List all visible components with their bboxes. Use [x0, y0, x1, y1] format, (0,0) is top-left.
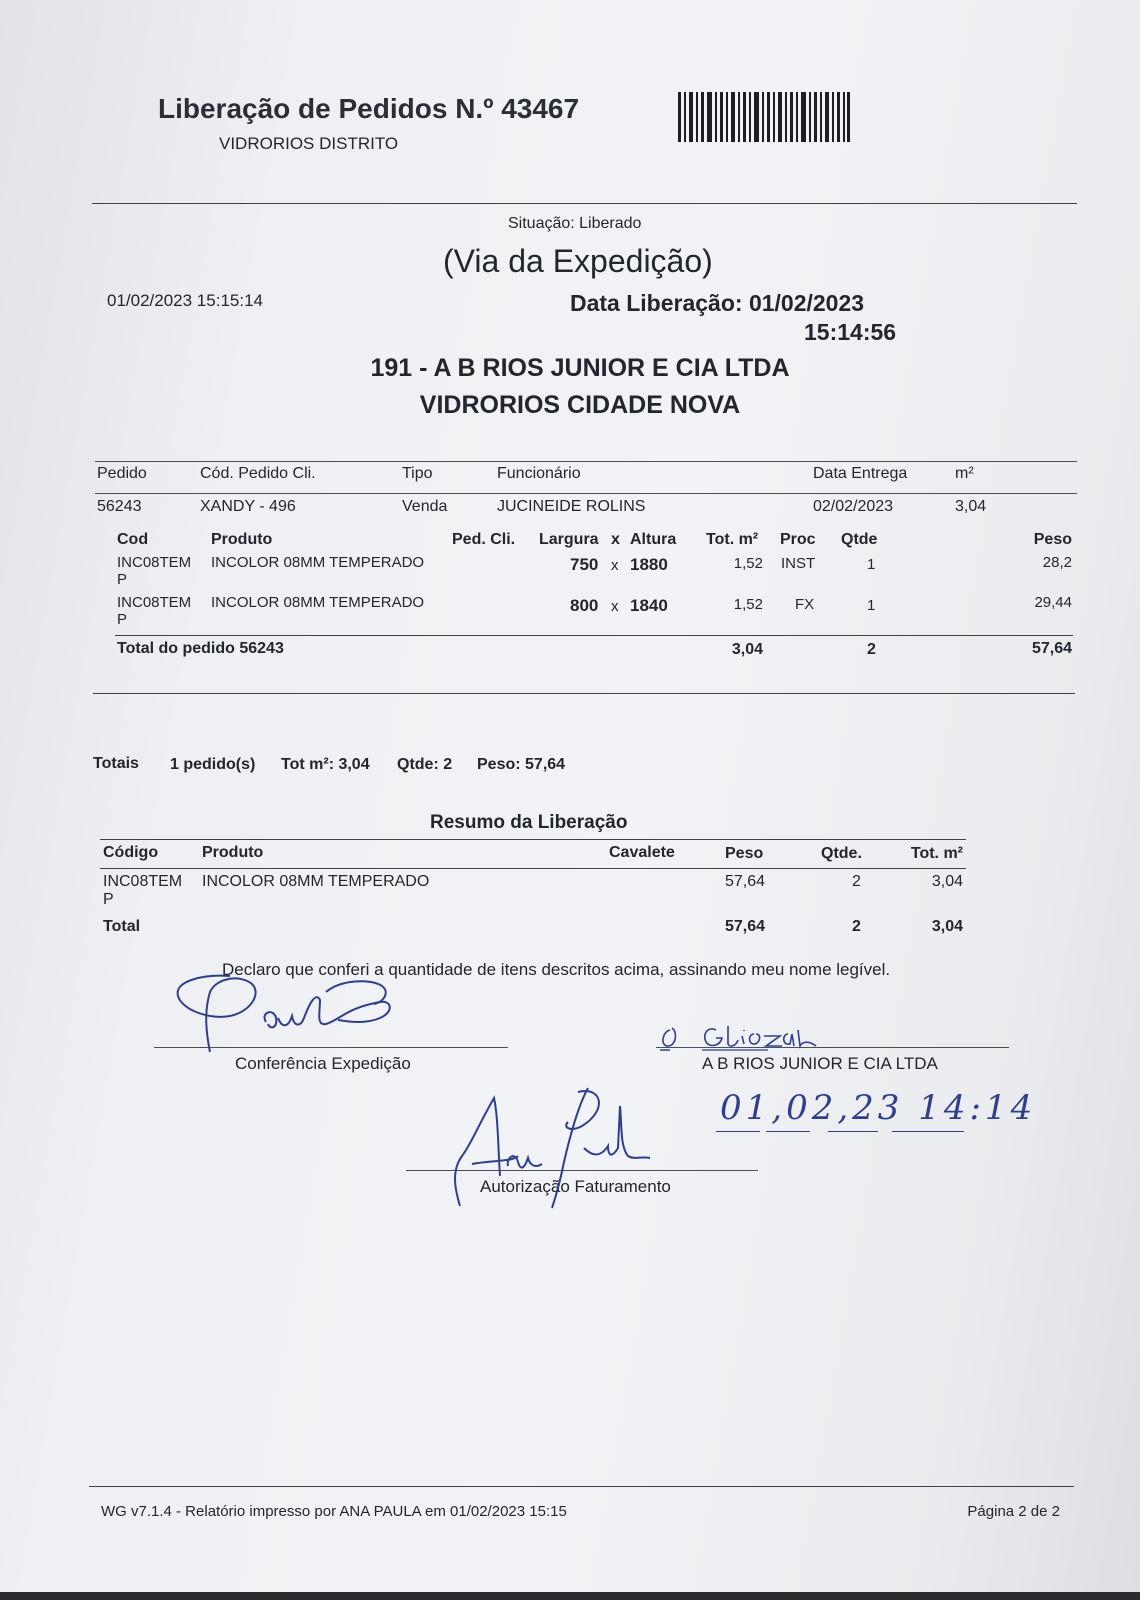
- resumo-total-tot-m2: 3,04: [931, 918, 963, 935]
- resumo-header-codigo: Código: [103, 844, 159, 861]
- item-header-qtde: Qtde: [841, 531, 878, 548]
- printed-timestamp: 01/02/2023 15:15:14: [107, 291, 263, 310]
- signature-label-client: A B RIOS JUNIOR E CIA LTDA: [702, 1054, 938, 1073]
- resumo-produto: INCOLOR 08MM TEMPERADO: [202, 873, 430, 890]
- item-largura: 800: [570, 596, 599, 615]
- footer-printed-by: WG v7.1.4 - Relatório impresso por ANA PAULA em 01/02/2023 15:15: [101, 1503, 567, 1520]
- order-total-qtde: 2: [867, 641, 876, 658]
- resumo-header-qtde: Qtde.: [821, 845, 862, 862]
- resumo-peso: 57,64: [724, 873, 765, 890]
- date-underline-2: [766, 1131, 810, 1132]
- col-header-tipo: Tipo: [402, 465, 433, 482]
- order-data-entrega: 02/02/2023: [813, 498, 894, 515]
- item-peso: 28,2: [1042, 554, 1072, 571]
- order-total-peso: 57,64: [1031, 640, 1072, 657]
- resumo-codigo: INC08TEM: [103, 873, 183, 890]
- item-altura: 1840: [630, 596, 668, 615]
- item-largura: 750: [570, 555, 599, 574]
- client-branch: VIDRORIOS CIDADE NOVA: [419, 391, 741, 419]
- item-header-peso: Peso: [1033, 531, 1072, 548]
- resumo-total-peso: 57,64: [724, 918, 765, 935]
- order-tipo: Venda: [402, 498, 448, 515]
- declaration-text: Declaro que conferi a quantidade de itens descritos acima, assinando meu nome legível.: [222, 960, 891, 979]
- item-tot-m2: 1,52: [733, 555, 763, 572]
- item-header-altura: Altura: [630, 531, 677, 548]
- col-header-funcionario: Funcionário: [497, 465, 581, 482]
- item-cod: INC08TEM: [117, 554, 192, 571]
- item-produto: INCOLOR 08MM TEMPERADO: [211, 594, 425, 611]
- resumo-title: Resumo da Liberação: [430, 812, 628, 833]
- item-altura: 1880: [630, 555, 668, 574]
- totals-label: Totais: [93, 755, 139, 772]
- release-time: 15:14:56: [804, 319, 897, 345]
- status-text: Situação: Liberado: [508, 215, 642, 232]
- item-x: x: [611, 598, 619, 615]
- order-header-rule: [95, 493, 1077, 494]
- page-number: Página 2 de 2: [967, 1503, 1060, 1520]
- order-m2: 3,04: [955, 498, 987, 515]
- item-header-produto: Produto: [211, 531, 273, 548]
- item-qtde: 1: [867, 556, 876, 573]
- item-proc: INST: [781, 555, 816, 572]
- signature-ana-paula: [452, 1086, 662, 1216]
- item-cod: INC08TEM: [117, 594, 192, 611]
- resumo-top-rule: [100, 839, 966, 840]
- col-header-cod-pedido-cli: Cód. Pedido Cli.: [200, 465, 316, 482]
- date-underline-1: [716, 1131, 760, 1132]
- item-cod-cont: P: [117, 611, 128, 628]
- resumo-tot-m2: 3,04: [931, 873, 963, 890]
- totals-qtde: Qtde: 2: [397, 756, 453, 773]
- order-section-end-rule: [93, 693, 1075, 694]
- company-name: VIDRORIOS DISTRITO: [219, 134, 399, 153]
- order-total-label: Total do pedido 56243: [117, 640, 284, 657]
- resumo-header-produto: Produto: [202, 844, 264, 861]
- via-label: (Via da Expedição): [443, 243, 713, 279]
- header-divider: [92, 203, 1077, 204]
- order-cod-cli: XANDY - 496: [200, 498, 296, 515]
- resumo-header-tot-m2: Tot. m²: [910, 845, 963, 862]
- order-funcionario: JUCINEIDE ROLINS: [497, 498, 646, 515]
- release-date: Data Liberação: 01/02/2023: [570, 290, 865, 316]
- totals-pedidos: 1 pedido(s): [170, 756, 256, 773]
- col-header-m2: m²: [955, 465, 974, 482]
- totals-peso: Peso: 57,64: [477, 756, 566, 773]
- col-header-data-entrega: Data Entrega: [813, 465, 908, 482]
- resumo-header-rule: [100, 868, 966, 869]
- client-name: 191 - A B RIOS JUNIOR E CIA LTDA: [370, 354, 790, 382]
- item-cod-cont: P: [117, 571, 128, 588]
- resumo-total-qtde: 2: [852, 918, 861, 935]
- item-qtde: 1: [867, 597, 876, 614]
- order-total-m2: 3,04: [731, 641, 763, 658]
- resumo-qtde: 2: [852, 873, 861, 890]
- resumo-header-cavalete: Cavalete: [609, 844, 675, 861]
- item-header-ped-cli: Ped. Cli.: [452, 531, 516, 548]
- signature-paula: [170, 972, 410, 1062]
- item-header-tot-m2: Tot. m²: [706, 531, 759, 548]
- order-pedido: 56243: [97, 498, 142, 515]
- signature-label-autorizacao: Autorização Faturamento: [480, 1177, 671, 1196]
- resumo-codigo-cont: P: [103, 891, 114, 908]
- item-header-x: x: [611, 531, 620, 548]
- signature-client: [658, 1020, 828, 1052]
- item-header-cod: Cod: [117, 531, 149, 548]
- item-header-proc: Proc: [780, 531, 816, 548]
- date-underline-4: [892, 1131, 964, 1132]
- item-produto: INCOLOR 08MM TEMPERADO: [211, 554, 425, 571]
- barcode: [678, 92, 850, 142]
- order-table-top-rule: [95, 461, 1077, 462]
- resumo-total-label: Total: [103, 918, 141, 935]
- signature-label-conferencia: Conferência Expedição: [235, 1054, 411, 1073]
- footer-rule: [89, 1486, 1074, 1487]
- order-total-rule: [115, 635, 1073, 636]
- item-tot-m2: 1,52: [733, 596, 763, 613]
- item-peso: 29,44: [1034, 594, 1072, 611]
- item-header-largura: Largura: [539, 531, 599, 548]
- item-proc: FX: [795, 596, 815, 613]
- page-title: Liberação de Pedidos N.º 43467: [158, 93, 580, 124]
- resumo-header-peso: Peso: [725, 845, 764, 862]
- date-underline-3: [828, 1131, 878, 1132]
- col-header-pedido: Pedido: [97, 465, 147, 482]
- item-x: x: [611, 557, 619, 574]
- handwritten-date: 01,02,23 14:14: [720, 1088, 1037, 1128]
- totals-m2: Tot m²: 3,04: [281, 756, 370, 773]
